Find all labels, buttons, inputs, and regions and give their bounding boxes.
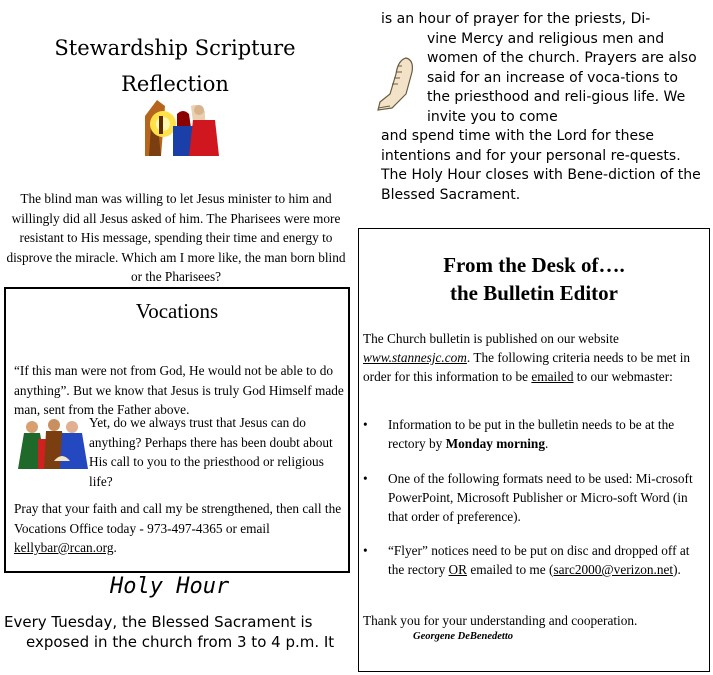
criteria-item-formats: [363, 469, 703, 526]
vocations-box: [4, 287, 350, 573]
editor-intro-post: to our webmaster:: [573, 369, 673, 384]
bulletin-editor-box: [358, 228, 710, 672]
stewardship-title-line2: Reflection: [121, 72, 229, 96]
praying-hands-icon: [376, 56, 422, 112]
criteria-1-post: .: [544, 436, 549, 451]
website-link[interactable]: www.stannesjc.com: [363, 350, 467, 365]
holy-hour-line-2: exposed in the church from 3 to 4 p.m. It: [26, 633, 335, 651]
holy-hour-continued-text: [381, 10, 701, 205]
holy-hour-cont-indented: women of the church. Prayers are also said for an increase of voca-tions to the priesthood and reli-gious life. We invite you to come: [427, 50, 697, 125]
stewardship-reflection-text: The blind man was willing to let Jesus minister to him and willingly did all Jesus asked of him. The Pharisees were more resistant to His message, spending their time and energy to disprove the miracle. Which am I more like, the man born blind or the Pharisees?: [6, 191, 346, 284]
editor-email-link[interactable]: sarc2000@verizon.net: [553, 562, 674, 577]
holy-hour-cont-line-2: vine Mercy and religious men and: [427, 30, 665, 47]
criteria-3-pre: “Flyer” notices need to be put on disc and dropped off at the rectory: [388, 543, 690, 577]
holy-hour-cont-rest: and spend time with the Lord for these intentions and for your personal re-quests. The Holy Hour closes with Bene-diction of the Blessed Sacrament.: [381, 128, 701, 203]
editor-title-line2: the Bulletin Editor: [449, 281, 618, 305]
criteria-item-deadline: [363, 415, 703, 453]
vocations-title: Vocations: [135, 299, 219, 323]
vocations-period: .: [113, 540, 117, 555]
criteria-3-mid: emailed to me (: [467, 562, 554, 577]
holy-hour-title: Holy Hour: [110, 574, 230, 599]
stewardship-title: [0, 30, 350, 102]
jesus-healing-illustration-icon: [143, 96, 219, 158]
holy-hour-cont-line-1: is an hour of prayer for the priests, Di-: [381, 11, 651, 27]
stewardship-title-line1: Stewardship Scripture: [54, 36, 296, 60]
vocations-email-link[interactable]: kellybar@rcan.org: [14, 540, 114, 555]
editor-thanks: Thank you for your understanding and cooperation.: [363, 613, 638, 628]
editor-intro-pre: The Church bulletin is published on our website: [363, 331, 619, 346]
editor-intro-mid: . The following criteria needs to be met in order for this information to be: [363, 350, 691, 384]
criteria-1-text: Information to be put in the bulletin needs to be at the rectory by: [388, 417, 675, 451]
vocations-call-text: Pray that your faith and call my be strengthened, then call the Vocations Office today - 973-497-4365 or email: [14, 501, 342, 536]
criteria-3-or: OR: [448, 562, 468, 577]
bulletin-editor-title: [359, 251, 709, 307]
vocations-paragraph-1: “If this man were not from God, He would not be able to do anything”. But we know that Jesus is truly God Himself made man, sent from the Father above.: [14, 363, 344, 417]
criteria-2-text: One of the following formats need to be used: Mi-crosoft PowerPoint, Microsoft Publisher or Micro-soft Word (in that order of preference).: [388, 471, 693, 524]
criteria-1-bold: Monday morning: [445, 436, 545, 451]
criteria-item-flyers: [363, 541, 703, 579]
vocations-paragraph-3: [14, 499, 348, 558]
criteria-3-post: ).: [673, 562, 681, 577]
editor-title-line1: From the Desk of….: [443, 253, 625, 277]
editor-signature: Georgene DeBenedetto: [413, 631, 514, 642]
holy-hour-text: [4, 612, 354, 652]
editor-intro: [363, 329, 703, 386]
emailed-link[interactable]: emailed: [531, 369, 574, 384]
bullet-icon: •: [363, 543, 368, 558]
bullet-icon: •: [363, 417, 368, 432]
vocations-paragraph-2: Yet, do we always trust that Jesus can do anything? Perhaps there has been doubt about His call to you to the priesthood or religious life?: [89, 415, 333, 489]
holy-hour-line-1: Every Tuesday, the Blessed Sacrament is: [4, 613, 313, 631]
bullet-icon: •: [363, 471, 368, 486]
holy-family-illustration-icon: [14, 413, 90, 471]
